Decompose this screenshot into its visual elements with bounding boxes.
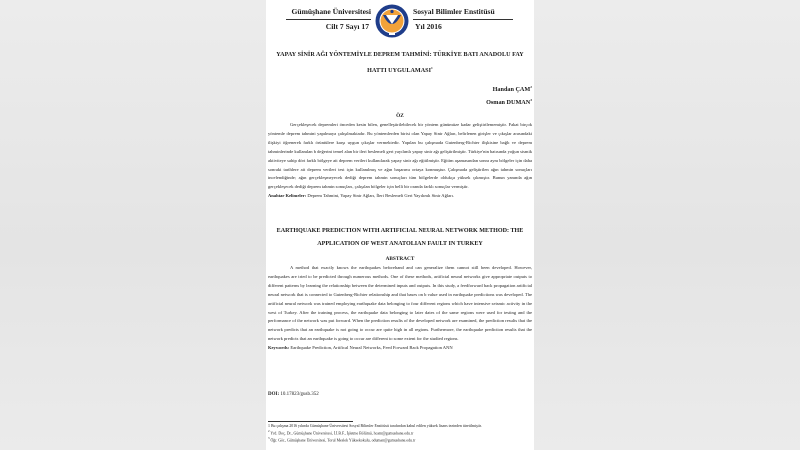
english-keywords-label: Keywords: — [268, 345, 290, 351]
viewer-background-right — [533, 0, 800, 450]
oz-heading: ÖZ — [396, 113, 404, 119]
author-list — [486, 82, 532, 108]
header-right — [413, 7, 513, 32]
author-1 — [486, 82, 532, 95]
document-page[interactable] — [266, 0, 534, 450]
turkish-abstract — [268, 121, 532, 201]
footnote-2 — [268, 429, 532, 436]
viewer-background-left — [0, 0, 266, 450]
university-name: Gümüşhane Üniversitesi — [286, 7, 371, 20]
institute-name: Sosyal Bilimler Enstitüsü — [413, 7, 513, 20]
footnote-text: Yrd. Doç. Dr., Gümüşhane Üniversitesi, İ.İ.B.F., İşletme Bölümü, hcam@gumushane.edu.tr — [270, 431, 414, 436]
footnote-number: 2 — [268, 429, 270, 434]
footnotes — [268, 424, 532, 444]
author-footnote-marker[interactable]: 3 — [530, 98, 532, 103]
footnote-text: Öğr. Gör., Gümüşhane Üniversitesi, Torul Meslek Yüksekokulu, oduman@gumushane.edu.tr — [270, 438, 416, 443]
author-2 — [486, 95, 532, 108]
author-name: Osman DUMAN — [486, 99, 531, 107]
author-footnote-marker[interactable]: 2 — [530, 85, 532, 89]
turkish-title — [268, 49, 532, 77]
english-keywords: Earthquake Prediction, Artifical Neural Networks, Feed Forward Back Propagation ANN — [290, 345, 453, 351]
footnote-3 — [268, 436, 532, 443]
english-abstract-text: A method that exactly knows the earthquakes beforehand and can generalize them cannot still been developed. However, earthquakes are tried to be predicted through numerous methods. One of these methods, artificial neural networks give appropriate outputs to different patterns by learning the relationship between the determined inputs and outputs. In this study, a feedforward back propagation artificial neural network that is connected to Gutenberg-Richter relationship and that bases on b value used in earthquake predictions was developed. The artificial neural network was trained employing earthquake data belonging to four different regions which have intensive seismic activity in the west of Turkey. After the training process, the earthquake data belonging to later dates of the same regions were used for testing and the performance of the network was put forward. When the prediction results of the developed network are examined, the prediction results that the network predicts that an earthquake is not going to occur are quite high in all regions. Furthermore, the earthquake prediction results that the network predicts that an earthquake is going to occur are different to some extent for the studied regions. — [268, 265, 532, 342]
english-abstract — [268, 264, 532, 353]
abstract-heading: ABSTRACT — [385, 256, 415, 262]
doi — [268, 392, 319, 397]
author-name: Handan ÇAM — [492, 86, 531, 94]
english-title: EARTHQUAKE PREDICTION WITH ARTIFICIAL NEURAL NETWORK METHOD: THE APPLICATION OF WEST ANATOLIAN FAULT IN TURKEY — [276, 228, 524, 247]
header-left — [286, 7, 371, 32]
publication-year: Yıl 2016 — [415, 22, 442, 31]
doi-value[interactable]: 10.17823/gusb.352 — [280, 392, 319, 397]
turkish-keywords-label: Anahtar Kelimeler: — [268, 193, 307, 199]
title-footnote-marker[interactable]: 1 — [431, 65, 433, 70]
turkish-title-text: YAPAY SİNİR AĞI YÖNTEMİYLE DEPREM TAHMİNİ: TÜRKİYE BATI ANADOLU FAY HATTI UYGULAMASI — [276, 52, 524, 74]
footnote-number: 1 — [268, 424, 270, 428]
university-seal-icon — [375, 4, 409, 38]
journal-header — [266, 4, 534, 38]
footnote-number: 3 — [268, 436, 270, 441]
footnote-divider — [268, 421, 353, 422]
turkish-keywords: Deprem Tahmini, Yapay Sinir Ağları, İleri Beslemeli Geri Yayılımlı Sinir Ağları. — [307, 193, 455, 199]
turkish-abstract-text: Gerçekleşecek depremleri önceden kesin bilen, genelleştirilebilecek bir yöntem günümüze kadar geliştirilememiştir. Fakat birçok yöntemle deprem tahmini yapılmaya çalışılmaktadır. Bu yöntemlerden birisi olan Yapay Sinir Ağları, belirlenen girişler ve çıkışlar arasındaki ilişkiyi öğrenerek farklı örüntülere karşı uygun çıkışlar vermektedir. Yapılan bu çalışmada Gutenberg-Richter ilişkisine bağlı ve deprem tahminlerinde kullanılan b değerini temel alan bir ileri beslemeli geri yayılımlı yapay sinir ağı geliştirilmiştir. Türkiye'nin batısında yoğun sismik aktiviteye sahip dört farklı bölgeye ait deprem verileri kullanılarak yapay sinir ağı eğitilmiştir. Eğitim aşamasından sonra aynı bölgeler için daha sonraki tarihlere ait deprem verileri test için kullanılmış ve ağın başarımı ortaya konmuştur. Çalışmada geliştirilen ağın tahmin sonuçları incelendiğinde; ağın gerçekleşmeyecek dediği deprem tahmin sonuçları tüm bölgelerde oldukça yüksek çıkmıştır. Bunun yanında ağın gerçekleşecek dediği deprem tahmin sonuçları, çalışılan bölgeler için belli bir oranda farklı sonuçlar vermiştir. — [268, 122, 532, 190]
footnote-text: Bu çalışma 2016 yılında Gümüşhane Üniversitesi Sosyal Bilimler Enstitüsü tarafından kabul edilen yüksek lisans tezinden türetilmiştir. — [270, 424, 482, 428]
volume-issue: Cilt 7 Sayı 17 — [325, 22, 369, 31]
doi-label: DOI: — [268, 392, 280, 397]
